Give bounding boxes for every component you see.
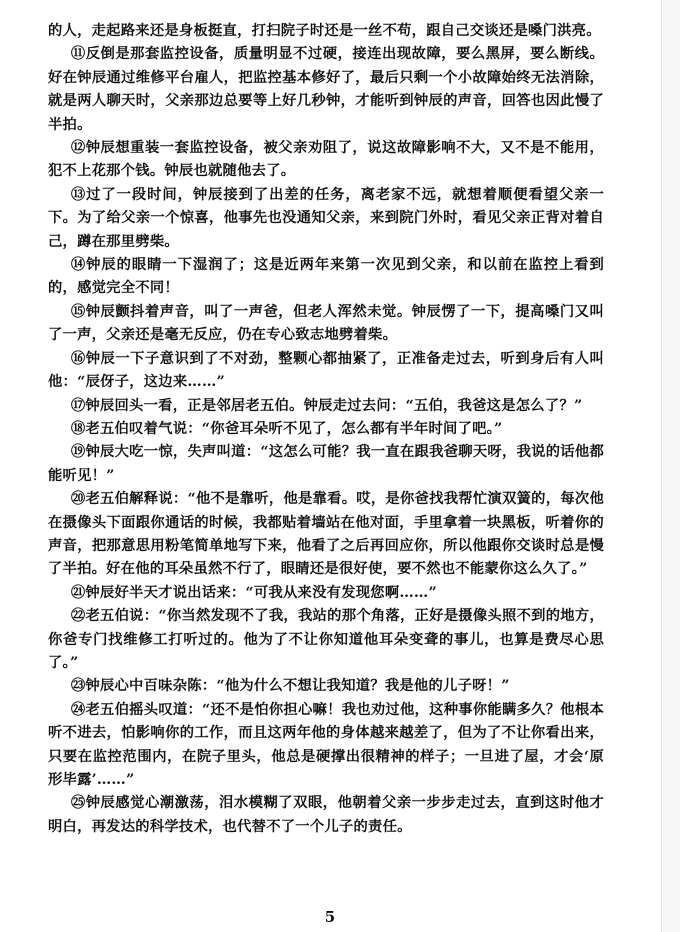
paragraph-continuation: 的人，走起路来还是身板挺直，打扫院子时还是一丝不苟，跟自己交谈还是嗓门洪亮。 bbox=[48, 23, 601, 39]
viewer-gutter bbox=[662, 0, 680, 932]
paragraph-14: ⑭钟辰的眼睛一下湿润了；这是近两年来第一次见到父亲，和以前在监控上看到的，感觉完全不同！ bbox=[48, 257, 604, 297]
paragraph-17: ⑰钟辰回头一看，正是邻居老五伯。钟辰走过去问：“五伯，我爸这是怎么了？” bbox=[70, 397, 583, 414]
paragraph-21: ㉑钟辰好半天才说出话来：“可我从来没有发现您啊……” bbox=[70, 584, 437, 601]
paragraph-20: ⑳老五伯解释说：“他不是靠听，他是靠看。哎，是你爸找我帮忙演双簧的，每次他在摄像头下面跟你通话的时候，我都贴着墙站在他对面，手里拿着一块黑板，听着你的声音，把那意思用粉笔简单地写下来，他看了之后再回应你，所以他跟你交谈时总是慢了半拍。好在他的耳朵虽然不行了，眼睛还是很好使，要不然也不能蒙你这么久了。” bbox=[48, 491, 604, 578]
paragraph-15: ⑮钟辰颤抖着声音，叫了一声爸，但老人浑然未觉。钟辰愣了一下，提高嗓门又叫了一声，父亲还是毫无反应，仍在专心致志地劈着柴。 bbox=[48, 303, 604, 344]
paragraph-16: ⑯钟辰一下子意识到了不对劲，整颗心都抽紧了，正准备走过去，听到身后有人叫他：“辰伢子，这边来……” bbox=[48, 350, 604, 391]
paragraph-12: ⑫钟辰想重装一套监控设备，被父亲劝阻了，说这故障影响不大，又不是不能用，犯不上花那个钱。钟辰也就随他去了。 bbox=[48, 140, 604, 180]
paragraph-25: ㉕钟辰感觉心潮激荡，泪水模糊了双眼，他朝着父亲一步步走过去，直到这时他才明白，再发达的科学技术，也代替不了一个儿子的责任。 bbox=[48, 795, 604, 835]
story-text-body bbox=[48, 20, 604, 839]
paragraph-23: ㉓钟辰心中百味杂陈：“他为什么不想让我知道？我是他的儿子呀！” bbox=[70, 678, 510, 695]
paragraph-24: ㉔老五伯摇头叹道：“还不是怕你担心嘛！我也劝过他，这种事你能瞒多久？他根本听不进去，怕影响你的工作，而且这两年他的身体越来越差了，但为了不让你看出来，只要在监控范围内，在院子里头，他总是硬撑出很精神的样子；一旦进了屋，才会‘原形毕露’……” bbox=[48, 701, 604, 788]
paragraph-11: ⑪反倒是那套监控设备，质量明显不过硬，接连出现故障，要么黑屏，要么断线。好在钟辰通过维修平台雇人，把监控基本修好了，最后只剩一个小故障始终无法消除，就是两人聊天时，父亲那边总要等上好几秒钟，才能听到钟辰的声音，回答也因此慢了半拍。 bbox=[48, 46, 604, 133]
paragraph-13: ⑬过了一段时间，钟辰接到了出差的任务，离老家不远，就想着顺便看望父亲一下。为了给父亲一个惊喜，他事先也没通知父亲，来到院门外时，看见父亲正背对着自己，蹲在那里劈柴。 bbox=[48, 186, 604, 250]
paragraph-22: ㉒老五伯说：“你当然发现不了我，我站的那个角落，正好是摄像头照不到的地方，你爸专门找维修工打听过的。他为了不让你知道他耳朵变聋的事儿，也算是费尽心思了。” bbox=[48, 608, 604, 671]
paragraph-18: ⑱老五伯叹着气说：“你爸耳朵听不见了，怎么都有半年时间了吧。” bbox=[70, 420, 503, 437]
page-number: 5 bbox=[324, 908, 336, 926]
paragraph-19: ⑲钟辰大吃一惊，失声叫道：“这怎么可能？我一直在跟我爸聊天呀，我说的话他都能听见！” bbox=[48, 444, 604, 484]
